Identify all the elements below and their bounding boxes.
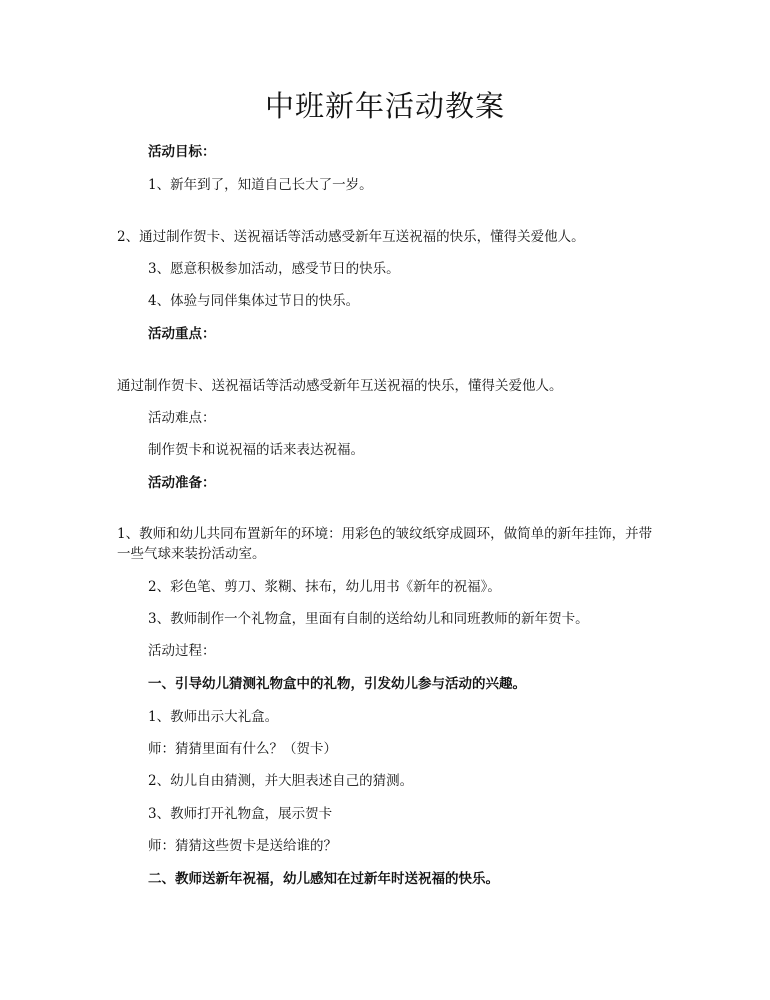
goal-item-2: 2、通过制作贺卡、送祝福话等活动感受新年互送祝福的快乐，懂得关爱他人。 bbox=[117, 229, 585, 245]
difficulties-text: 制作贺卡和说祝福的话来表达祝福。 bbox=[148, 442, 364, 458]
process-step-1-heading: 一、引导幼儿猜测礼物盒中的礼物，引发幼儿参与活动的兴趣。 bbox=[148, 676, 526, 692]
process-step-2-heading: 二、教师送新年祝福，幼儿感知在过新年时送祝福的快乐。 bbox=[148, 871, 499, 887]
heading-activity-goals: 活动目标： bbox=[148, 144, 216, 160]
heading-process: 活动过程： bbox=[148, 643, 216, 659]
process-item-1: 1、教师出示大礼盒。 bbox=[148, 709, 279, 725]
document-title: 中班新年活动教案 bbox=[264, 89, 505, 123]
preparation-item-1: 1、教师和幼儿共同布置新年的环境：用彩色的皱纹纸穿成圆环，做简单的新年挂饰，并带一些气球来装扮活动室。 bbox=[117, 526, 653, 562]
key-points-text: 通过制作贺卡、送祝福话等活动感受新年互送祝福的快乐，懂得关爱他人。 bbox=[117, 378, 563, 394]
heading-key-points: 活动重点： bbox=[148, 326, 216, 342]
preparation-item-3: 3、教师制作一个礼物盒，里面有自制的送给幼儿和同班教师的新年贺卡。 bbox=[148, 611, 589, 627]
heading-preparation: 活动准备： bbox=[148, 475, 216, 491]
goal-item-3: 3、愿意积极参加活动，感受节日的快乐。 bbox=[148, 261, 400, 277]
preparation-item-2: 2、彩色笔、剪刀、浆糊、抹布，幼儿用书《新年的祝福》。 bbox=[148, 579, 501, 595]
goal-item-1: 1、新年到了，知道自己长大了一岁。 bbox=[148, 177, 373, 193]
process-item-3: 3、教师打开礼物盒，展示贺卡 bbox=[148, 806, 333, 822]
process-teacher-question-2: 师：猜猜这些贺卡是送给谁的？ bbox=[148, 838, 337, 854]
goal-item-4: 4、体验与同伴集体过节日的快乐。 bbox=[148, 293, 360, 309]
process-item-2: 2、幼儿自由猜测，并大胆表述自己的猜测。 bbox=[148, 773, 414, 789]
heading-difficulties: 活动难点： bbox=[148, 410, 216, 426]
process-teacher-question-1: 师：猜猜里面有什么？（贺卡） bbox=[148, 741, 337, 757]
